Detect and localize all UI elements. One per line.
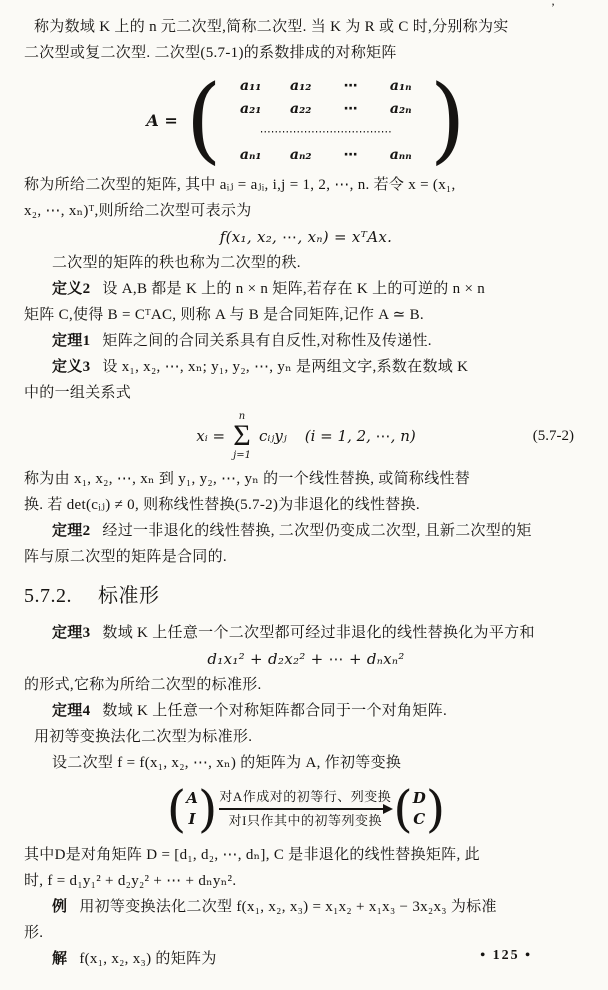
theorem-1-text: 矩阵之间的合同关系具有自反性,对称性及传递性. xyxy=(102,333,432,349)
solution-text: f(x₁, x₂, x₃) 的矩阵为 xyxy=(79,951,217,967)
matrix-entry: aₙ₁ xyxy=(239,146,262,163)
method-intro-line: 用初等变换法化二次型为标准形. xyxy=(34,729,253,745)
arrow-over-label: 对A作成对的初等行、列变换 xyxy=(219,789,392,804)
diagonal-matrix-line-1: 其中D是对角矩阵 D = [d₁, d₂, ⋯, dₙ], C 是非退化的线性替换矩阵, 此 xyxy=(24,847,480,863)
rank-paragraph: 二次型的矩阵的秩也称为二次型的秩. xyxy=(52,255,301,271)
sigma-upper-limit: n xyxy=(238,411,246,422)
theorem-3-label: 定理3 xyxy=(52,625,91,641)
theorem-2-line-2: 阵与原二次型的矩阵是合同的. xyxy=(24,549,227,565)
substitution-paragraph-line-2: 换. 若 det(cᵢⱼ) ≠ 0, 则称线性替换(5.7-2)为非退化的线性替换. xyxy=(24,497,420,513)
left-paren-icon: ( xyxy=(393,780,413,838)
diagonal-matrix-symbol: D xyxy=(412,789,426,807)
matrix-entry: a₁₁ xyxy=(240,77,262,94)
matrix-dots-row xyxy=(226,120,426,143)
matrix-caption-line-2: x₂, ⋯, xₙ)ᵀ,则所给二次型可表示为 xyxy=(24,203,252,219)
matrix-entry: aₙₙ xyxy=(389,146,412,163)
matrix-row-2 xyxy=(226,97,426,120)
sum-of-squares-formula: d₁x₁² + d₂x₂² + ⋯ + dₙxₙ² xyxy=(207,650,405,668)
definition-3-line-2: 中的一组关系式 xyxy=(24,385,132,401)
example-label: 例 xyxy=(52,899,68,915)
matrix-entry: a₂ₙ xyxy=(389,100,412,117)
quadratic-form-formula: f(x₁, x₂, ⋯, xₙ) = xᵀAx. xyxy=(219,228,393,246)
elementary-transformation-diagram xyxy=(24,778,588,840)
matrix-entry: a₂₁ xyxy=(240,100,262,117)
matrix-entry: a₁₂ xyxy=(290,77,312,94)
dc-stack xyxy=(413,788,426,830)
matrix-entry: a₂₂ xyxy=(290,100,312,117)
standard-form-line: 的形式,它称为所给二次型的标准形. xyxy=(24,677,262,693)
matrix-ellipsis: ⋯ xyxy=(343,77,358,94)
left-paren-icon: ( xyxy=(185,64,222,175)
matrix-ellipsis: ⋯ xyxy=(343,100,358,117)
section-number: 5.7.2. xyxy=(24,585,72,607)
sum-condition: (i = 1, 2, ⋯, n) xyxy=(304,427,416,445)
diagonal-matrix-line-2: 时, f = d₁y₁² + d₂y₂² + ⋯ + dₙyₙ². xyxy=(24,873,237,889)
matrix-lhs: A = xyxy=(146,110,178,130)
page-number: • 125 • xyxy=(480,948,532,963)
linear-substitution-formula xyxy=(24,408,588,464)
definition-3-text: 设 x₁, x₂, ⋯, xₙ; y₁, y₂, ⋯, yₙ 是两组文字,系数在数域 K xyxy=(102,359,469,375)
intro-line-1: 称为数域 K 上的 n 元二次型,简称二次型. 当 K 为 R 或 C 时,分别称为实 xyxy=(34,19,509,35)
arrow-shaft-icon xyxy=(219,808,391,810)
theorem-2-text: 经过一非退化的线性替换, 二次型仍变成二次型, 且新二次型的矩 xyxy=(102,523,532,539)
matrix-entry: a₁ₙ xyxy=(389,77,412,94)
substitution-matrix-symbol: C xyxy=(413,810,426,828)
right-paren-icon: ) xyxy=(197,780,218,838)
right-paren-icon: ) xyxy=(429,64,466,175)
definition-3-line-1 xyxy=(24,354,588,380)
matrix-row-1 xyxy=(226,74,426,97)
matrix-ellipsis: ⋯ xyxy=(343,146,358,163)
equation-number: (5.7-2) xyxy=(532,427,574,444)
definition-2-line-1 xyxy=(24,276,588,302)
sum-lhs: xᵢ = xyxy=(196,427,226,445)
theorem-4-line xyxy=(24,698,588,724)
theorem-2-line-1 xyxy=(24,518,588,544)
definition-2-label: 定义2 xyxy=(52,281,91,297)
definition-2-text: 设 A,B 都是 K 上的 n × n 矩阵,若存在 K 上的可逆的 n × n xyxy=(102,281,486,297)
theorem-4-text: 数域 K 上任意一个对称矩阵都合同于一个对角矩阵. xyxy=(102,703,447,719)
left-paren-icon: ( xyxy=(166,780,187,838)
definition-3-label: 定义3 xyxy=(52,359,91,375)
theorem-3-line xyxy=(24,620,588,646)
identity-symbol: I xyxy=(188,810,196,828)
matrix-caption-line-1: 称为所给二次型的矩阵, 其中 aᵢⱼ = aⱼᵢ, i,j = 1, 2, ⋯, n. 若令 x = (x₁, xyxy=(24,177,456,193)
solution-label: 解 xyxy=(52,951,68,967)
intro-line-2: 二次型或复二次型. 二次型(5.7-1)的系数排成的对称矩阵 xyxy=(24,45,397,61)
method-setup-line: 设二次型 f = f(x₁, x₂, ⋯, xₙ) 的矩阵为 A, 作初等变换 xyxy=(52,755,402,771)
sigma-symbol xyxy=(233,411,251,461)
sum-body: cᵢⱼyⱼ xyxy=(258,427,287,445)
scan-noise-mark: ’ xyxy=(551,0,555,14)
ai-stack xyxy=(186,788,198,830)
matrix-dots: ⋯⋯⋯⋯⋯⋯⋯⋯⋯⋯⋯⋯ xyxy=(259,126,392,138)
right-paren-icon: ) xyxy=(425,780,446,838)
theorem-1-line xyxy=(24,328,588,354)
symmetric-matrix-equation xyxy=(24,64,588,175)
section-title: 标准形 xyxy=(98,585,160,607)
example-line-1 xyxy=(24,894,588,920)
theorem-2-label: 定理2 xyxy=(52,523,91,539)
matrix-a-symbol: A xyxy=(186,789,198,807)
sigma-lower-limit: j=1 xyxy=(233,450,251,461)
example-text: 用初等变换法化二次型 f(x₁, x₂, x₃) = x₁x₂ + x₁x₃ − 3x₂x₃ 为标准 xyxy=(79,899,497,915)
theorem-1-label: 定理1 xyxy=(52,333,91,349)
theorem-3-text: 数域 K 上任意一个二次型都可经过非退化的线性替换化为平方和 xyxy=(102,625,535,641)
arrow-under-label: 对I只作其中的初等列变换 xyxy=(228,813,382,828)
definition-2-line-2: 矩阵 C,使得 B = CᵀAC, 则称 A 与 B 是合同矩阵,记作 A ≃ B. xyxy=(24,307,424,323)
substitution-paragraph-line-1: 称为由 x₁, x₂, ⋯, xₙ 到 y₁, y₂, ⋯, yₙ 的一个线性替换, 或简称线性替 xyxy=(24,471,471,487)
matrix-row-n xyxy=(226,143,426,166)
sigma-glyph: Σ xyxy=(233,419,251,452)
example-line-2: 形. xyxy=(24,925,44,941)
section-header xyxy=(24,582,588,610)
theorem-4-label: 定理4 xyxy=(52,703,91,719)
matrix-entry: aₙ₂ xyxy=(289,146,312,163)
labeled-arrow xyxy=(219,788,391,830)
matrix-grid xyxy=(222,74,430,166)
